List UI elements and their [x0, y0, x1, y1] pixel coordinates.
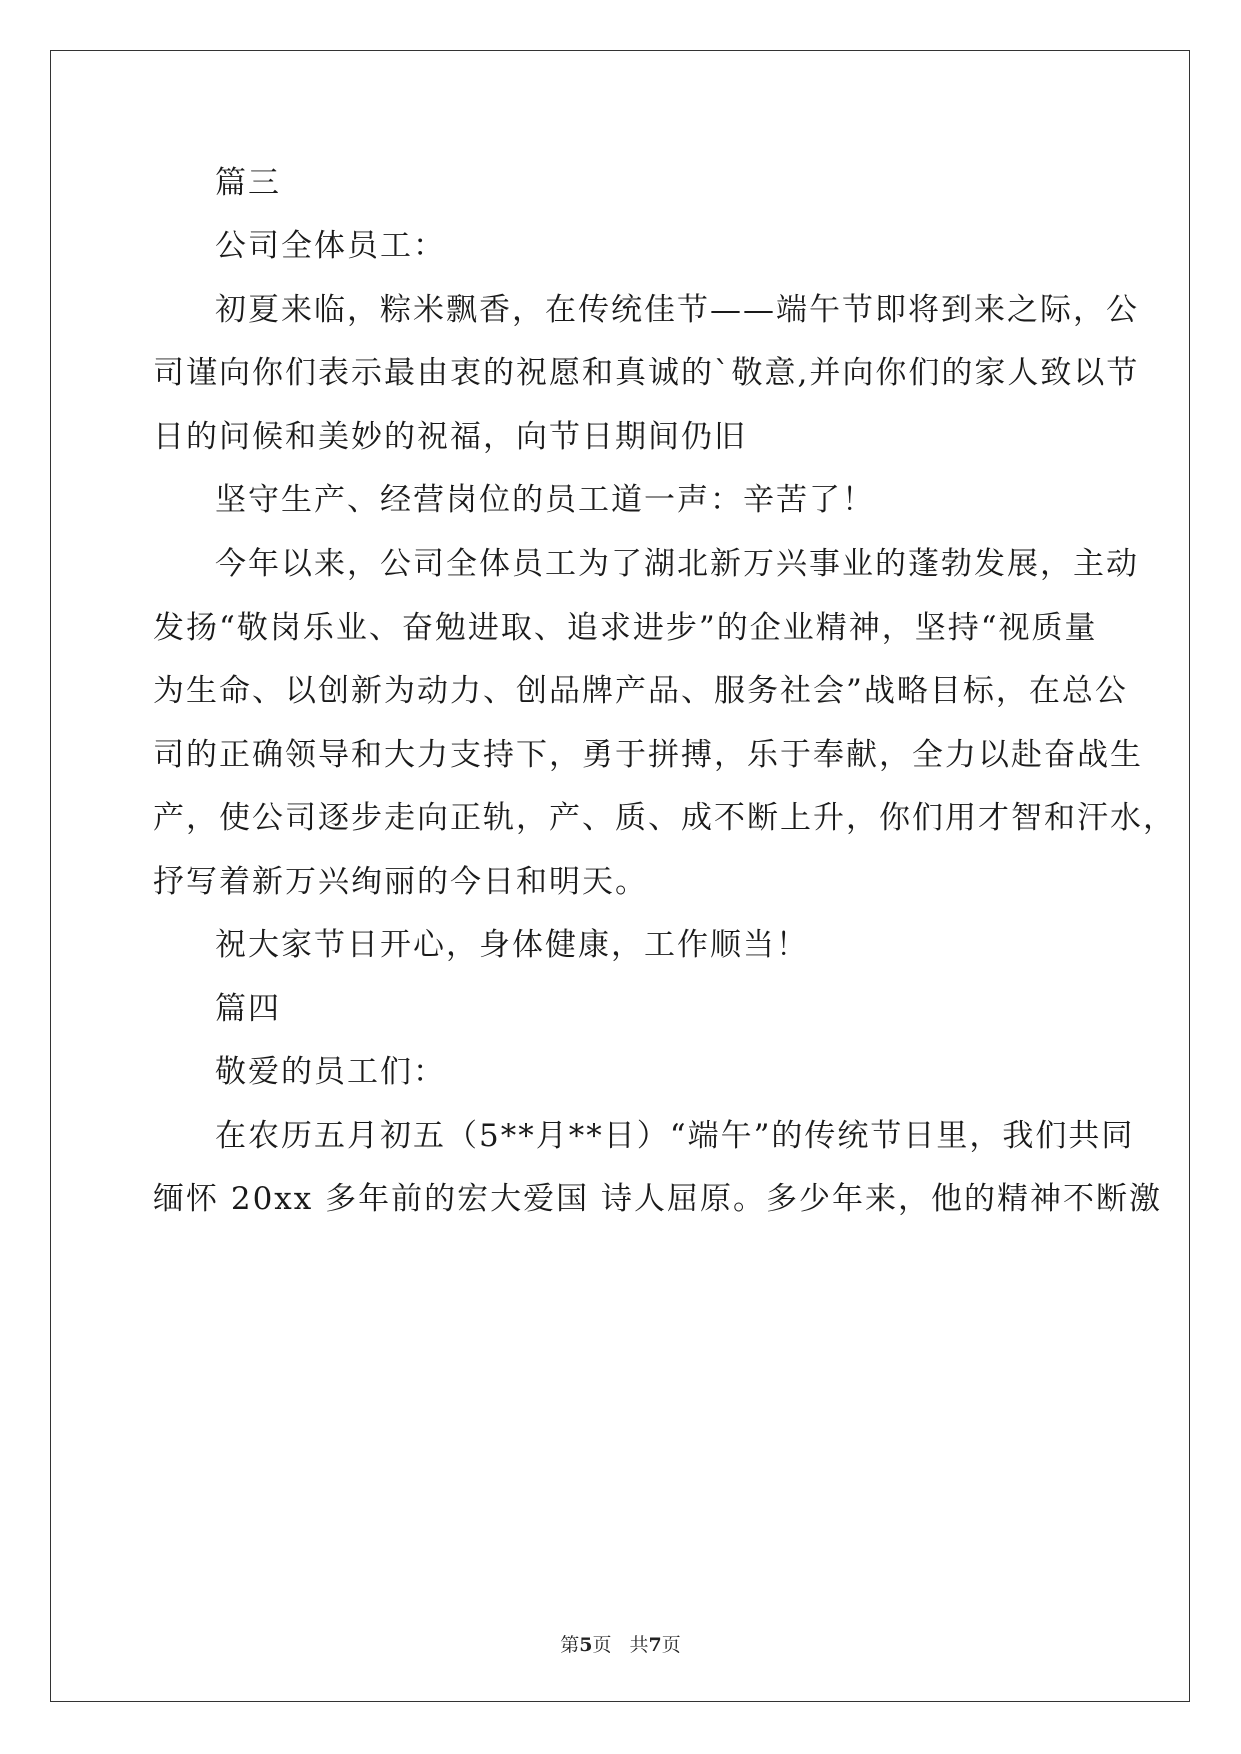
section-heading-3: 篇三	[215, 165, 281, 201]
closing-line-3: 祝大家节日开心，身体健康，工作顺当！	[215, 927, 809, 963]
body-line: 为生命、以创新为动力、创品牌产品、服务社会”战略目标，在总公	[153, 673, 1128, 709]
page-suffix: 页	[592, 1634, 612, 1656]
page-prefix: 第	[560, 1634, 580, 1656]
body-line: 司的正确领导和大力支持下，勇于拼搏，乐于奉献，全力以赴奋战生	[153, 737, 1143, 773]
body-line: 司谨向你们表示最由衷的祝愿和真诚的`敬意,并向你们的家人致以节	[153, 355, 1140, 391]
body-line: 缅怀 20xx 多年前的宏大爱国 诗人屈原。多少年来，他的精神不断激	[153, 1181, 1162, 1217]
body-line: 今年以来，公司全体员工为了湖北新万兴事业的蓬勃发展，主动	[215, 546, 1139, 582]
body-line: 在农历五月初五（5**月**日）“端午”的传统节日里，我们共同	[215, 1118, 1135, 1154]
body-line: 初夏来临，粽米飘香，在传统佳节——端午节即将到来之际，公	[215, 292, 1139, 328]
section-heading-4: 篇四	[215, 991, 281, 1027]
document-body	[153, 163, 1176, 1219]
salutation-4: 敬爱的员工们：	[215, 1054, 446, 1090]
body-line: 发扬“敬岗乐业、奋勉进取、追求进步”的企业精神，坚持“视质量	[153, 610, 1098, 646]
body-line: 坚守生产、经营岗位的员工道一声：辛苦了！	[215, 482, 875, 518]
salutation-3: 公司全体员工：	[215, 228, 446, 264]
total-suffix: 页	[661, 1634, 681, 1656]
body-line: 日的问候和美妙的祝福，向节日期间仍旧	[153, 419, 747, 455]
body-line: 抒写着新万兴绚丽的今日和明天。	[153, 864, 648, 900]
total-pages: 7	[648, 1634, 662, 1656]
page-number: 5	[579, 1634, 593, 1656]
total-prefix: 共	[629, 1634, 649, 1656]
body-line: 产，使公司逐步走向正轨，产、质、成不断上升，你们用才智和汗水，	[153, 800, 1176, 836]
page-footer	[0, 1630, 1241, 1657]
